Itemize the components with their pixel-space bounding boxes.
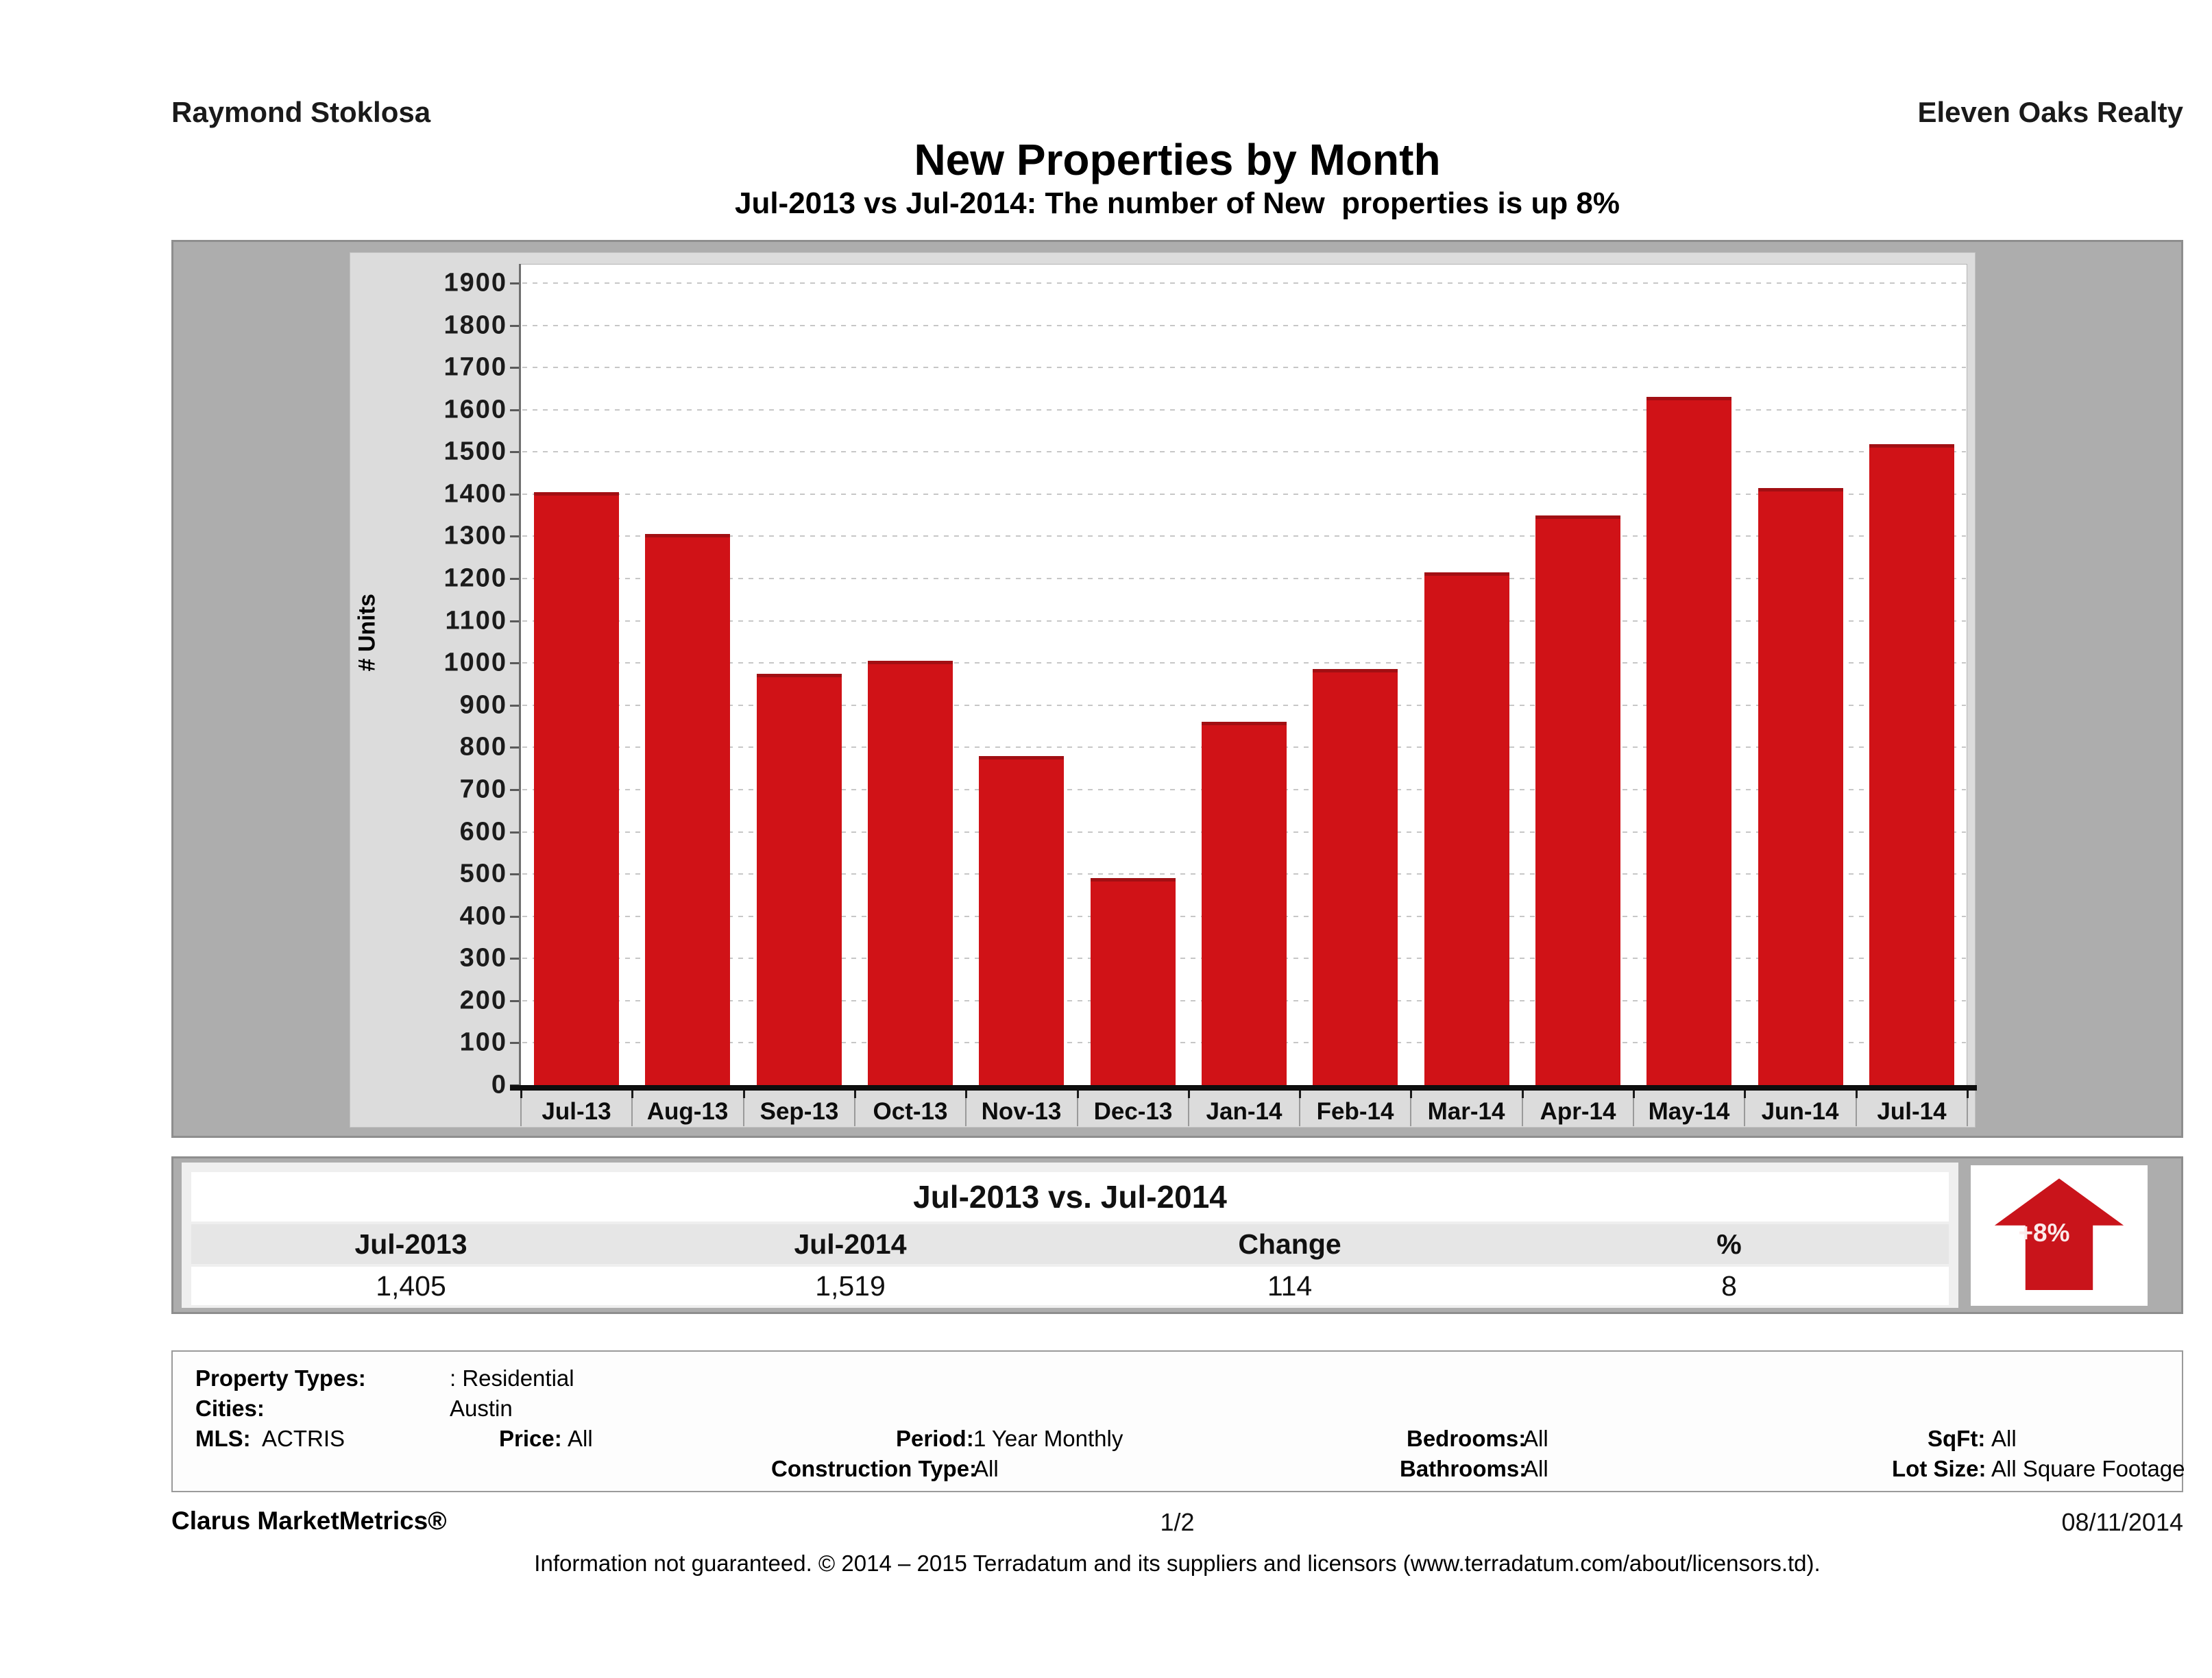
- table-value-cell: 8: [1721, 1270, 1737, 1302]
- bar-jun-14: [1758, 488, 1843, 1085]
- agent-name: Raymond Stoklosa: [171, 96, 431, 128]
- cities-value: Austin: [450, 1396, 513, 1421]
- x-label-separator: [1522, 1096, 1523, 1126]
- x-label-separator: [1188, 1096, 1189, 1126]
- mls-label: MLS:: [195, 1426, 251, 1451]
- x-axis-tick: [1077, 1091, 1079, 1098]
- mls-value: ACTRIS: [262, 1426, 345, 1451]
- x-axis-tick: [1188, 1091, 1190, 1098]
- table-value-cell: 1,405: [376, 1270, 446, 1302]
- table-column-header: %: [1716, 1228, 1742, 1260]
- x-axis-tick: [1856, 1091, 1858, 1098]
- bar-mar-14: [1424, 572, 1509, 1085]
- y-axis-tick: [510, 873, 519, 875]
- y-axis-tick-label: 200: [459, 986, 507, 1015]
- gridline: [522, 578, 1966, 579]
- bar-jul-13: [534, 492, 619, 1085]
- x-label-separator: [1744, 1096, 1745, 1126]
- x-label-separator: [1967, 1096, 1968, 1126]
- period-value: 1 Year Monthly: [973, 1426, 1123, 1451]
- y-axis-tick-label: 100: [459, 1028, 507, 1057]
- y-axis-tick-label: 500: [459, 859, 507, 888]
- y-axis-tick: [510, 1000, 519, 1002]
- table-column-header: Jul-2013: [354, 1228, 467, 1260]
- bathrooms-label: Bathrooms:: [1400, 1456, 1527, 1481]
- y-axis-tick: [510, 451, 519, 453]
- x-axis-baseline: [510, 1085, 1977, 1091]
- y-axis-tick: [510, 367, 519, 369]
- x-label-separator: [743, 1096, 744, 1126]
- company-name: Eleven Oaks Realty: [1917, 96, 2183, 128]
- y-axis-tick-label: 800: [459, 732, 507, 762]
- x-axis-label: Aug-13: [646, 1098, 729, 1125]
- sqft-value: All: [1991, 1426, 2017, 1451]
- bar-jan-14: [1202, 722, 1287, 1085]
- table-value-cell: 1,519: [815, 1270, 886, 1302]
- x-axis-tick: [965, 1091, 967, 1098]
- y-axis-tick-label: 1500: [443, 437, 507, 466]
- y-axis-tick-label: 1700: [443, 352, 507, 382]
- bar-aug-13: [645, 534, 730, 1085]
- x-axis-tick: [854, 1091, 856, 1098]
- bar-oct-13: [868, 661, 953, 1085]
- x-label-separator: [1077, 1096, 1078, 1126]
- y-axis-tick-label: 300: [459, 943, 507, 973]
- gridline: [522, 325, 1966, 326]
- x-label-separator: [631, 1096, 633, 1126]
- y-axis-tick-label: 1200: [443, 563, 507, 593]
- y-axis-tick-label: 700: [459, 775, 507, 804]
- x-axis-tick: [1967, 1091, 1969, 1098]
- gridline: [522, 367, 1966, 368]
- comparison-table-header-row: [191, 1224, 1949, 1264]
- bar-sep-13: [757, 674, 842, 1085]
- y-axis-tick-label: 600: [459, 817, 507, 847]
- construction-type-label: Construction Type:: [771, 1456, 977, 1481]
- construction-type-value: All: [973, 1456, 999, 1481]
- x-axis-label: Feb-14: [1316, 1098, 1394, 1125]
- y-axis-tick: [510, 1042, 519, 1044]
- x-axis-label: Apr-14: [1540, 1098, 1616, 1125]
- lot-size-value: All Square Footage: [1991, 1456, 2185, 1481]
- x-label-separator: [520, 1096, 522, 1126]
- y-axis-tick: [510, 282, 519, 284]
- cities-label: Cities:: [195, 1396, 265, 1421]
- y-axis-tick-label: 1100: [445, 606, 507, 635]
- x-axis-label: Oct-13: [873, 1098, 948, 1125]
- trend-badge-box: [1971, 1165, 2148, 1306]
- y-axis-tick-label: 900: [459, 690, 507, 720]
- y-axis-tick: [510, 746, 519, 749]
- y-axis-tick-label: 1300: [443, 521, 507, 550]
- x-axis-label: Dec-13: [1093, 1098, 1173, 1125]
- gridline: [522, 494, 1966, 495]
- bar-may-14: [1646, 397, 1731, 1085]
- x-axis-tick: [1299, 1091, 1301, 1098]
- table-column-header: Change: [1238, 1228, 1341, 1260]
- bar-feb-14: [1313, 669, 1398, 1085]
- x-axis-tick: [1522, 1091, 1524, 1098]
- bar-jul-14: [1869, 444, 1954, 1085]
- x-label-separator: [854, 1096, 855, 1126]
- gridline: [522, 705, 1966, 706]
- x-label-separator: [965, 1096, 967, 1126]
- property-types-label: Property Types:: [195, 1365, 366, 1391]
- gridline: [522, 409, 1966, 411]
- report-subtitle: Jul-2013 vs Jul-2014: The number of New properties is up 8%: [734, 186, 1620, 220]
- x-axis-tick: [1744, 1091, 1746, 1098]
- footer-date: 08/11/2014: [2061, 1508, 2183, 1536]
- y-axis-tick: [510, 958, 519, 960]
- x-axis-tick: [743, 1091, 745, 1098]
- trend-badge-label: +8%: [2018, 1219, 2070, 1247]
- footer-brand: Clarus MarketMetrics®: [171, 1507, 447, 1535]
- y-axis-tick-label: 1900: [443, 268, 507, 297]
- x-axis-label: Jul-14: [1877, 1098, 1947, 1125]
- x-axis-tick: [1633, 1091, 1635, 1098]
- gridline: [522, 662, 1966, 664]
- y-axis-tick-label: 1400: [443, 479, 507, 509]
- y-axis-title: # Units: [354, 594, 380, 672]
- x-axis-label: Jul-13: [542, 1098, 611, 1125]
- bedrooms-value: All: [1523, 1426, 1548, 1451]
- comparison-table-title: Jul-2013 vs. Jul-2014: [191, 1172, 1949, 1221]
- y-axis-tick: [510, 705, 519, 707]
- y-axis-tick: [510, 662, 519, 664]
- y-axis-tick: [510, 578, 519, 580]
- y-axis-tick: [510, 620, 519, 622]
- x-axis-label: Jan-14: [1206, 1098, 1283, 1125]
- report-title: New Properties by Month: [914, 135, 1441, 184]
- y-axis-tick: [510, 535, 519, 537]
- bathrooms-value: All: [1523, 1456, 1548, 1481]
- x-axis-label: May-14: [1648, 1098, 1730, 1125]
- period-label: Period:: [896, 1426, 974, 1451]
- y-axis-tick: [510, 831, 519, 834]
- y-axis-tick: [510, 325, 519, 327]
- x-label-separator: [1633, 1096, 1634, 1126]
- lot-size-label: Lot Size:: [1892, 1456, 1986, 1481]
- x-axis-label: Mar-14: [1427, 1098, 1505, 1125]
- table-value-cell: 114: [1267, 1270, 1313, 1302]
- y-axis-tick: [510, 494, 519, 496]
- table-column-header: Jul-2014: [794, 1228, 907, 1260]
- sqft-label: SqFt:: [1928, 1426, 1986, 1451]
- gridline: [522, 620, 1966, 622]
- footer-page-number: 1/2: [1160, 1508, 1195, 1536]
- bar-dec-13: [1091, 878, 1176, 1085]
- gridline: [522, 535, 1966, 537]
- bar-nov-13: [979, 756, 1064, 1085]
- comparison-table-value-row: [191, 1267, 1949, 1305]
- footer-disclaimer: Information not guaranteed. © 2014 – 2015 Terradatum and its suppliers and licensors (www.terradatum.com/about/licensors.td).: [534, 1551, 1821, 1576]
- y-axis-line: [519, 264, 521, 1085]
- price-label: Price:: [499, 1426, 562, 1451]
- property-types-value: : Residential: [450, 1365, 574, 1391]
- y-axis-tick-label: 400: [459, 901, 507, 931]
- y-axis-tick: [510, 789, 519, 791]
- x-label-separator: [1410, 1096, 1411, 1126]
- x-label-separator: [1856, 1096, 1857, 1126]
- y-axis-tick: [510, 916, 519, 918]
- y-axis-tick-label: 0: [491, 1070, 507, 1099]
- gridline: [522, 282, 1966, 284]
- x-axis-tick: [1410, 1091, 1412, 1098]
- bedrooms-label: Bedrooms:: [1407, 1426, 1527, 1451]
- y-axis-tick-label: 1800: [443, 311, 507, 340]
- x-axis-label: Jun-14: [1761, 1098, 1839, 1125]
- y-axis-tick-label: 1000: [443, 648, 507, 677]
- x-axis-tick: [631, 1091, 633, 1098]
- y-axis-tick: [510, 409, 519, 411]
- x-axis-label: Sep-13: [759, 1098, 839, 1125]
- y-axis-tick-label: 1600: [443, 395, 507, 424]
- gridline: [522, 451, 1966, 452]
- bar-apr-14: [1535, 515, 1620, 1085]
- price-value: All: [568, 1426, 593, 1451]
- x-axis-label: Nov-13: [981, 1098, 1062, 1125]
- comparison-table: [182, 1163, 1958, 1308]
- x-axis-tick: [520, 1091, 522, 1098]
- x-label-separator: [1299, 1096, 1300, 1126]
